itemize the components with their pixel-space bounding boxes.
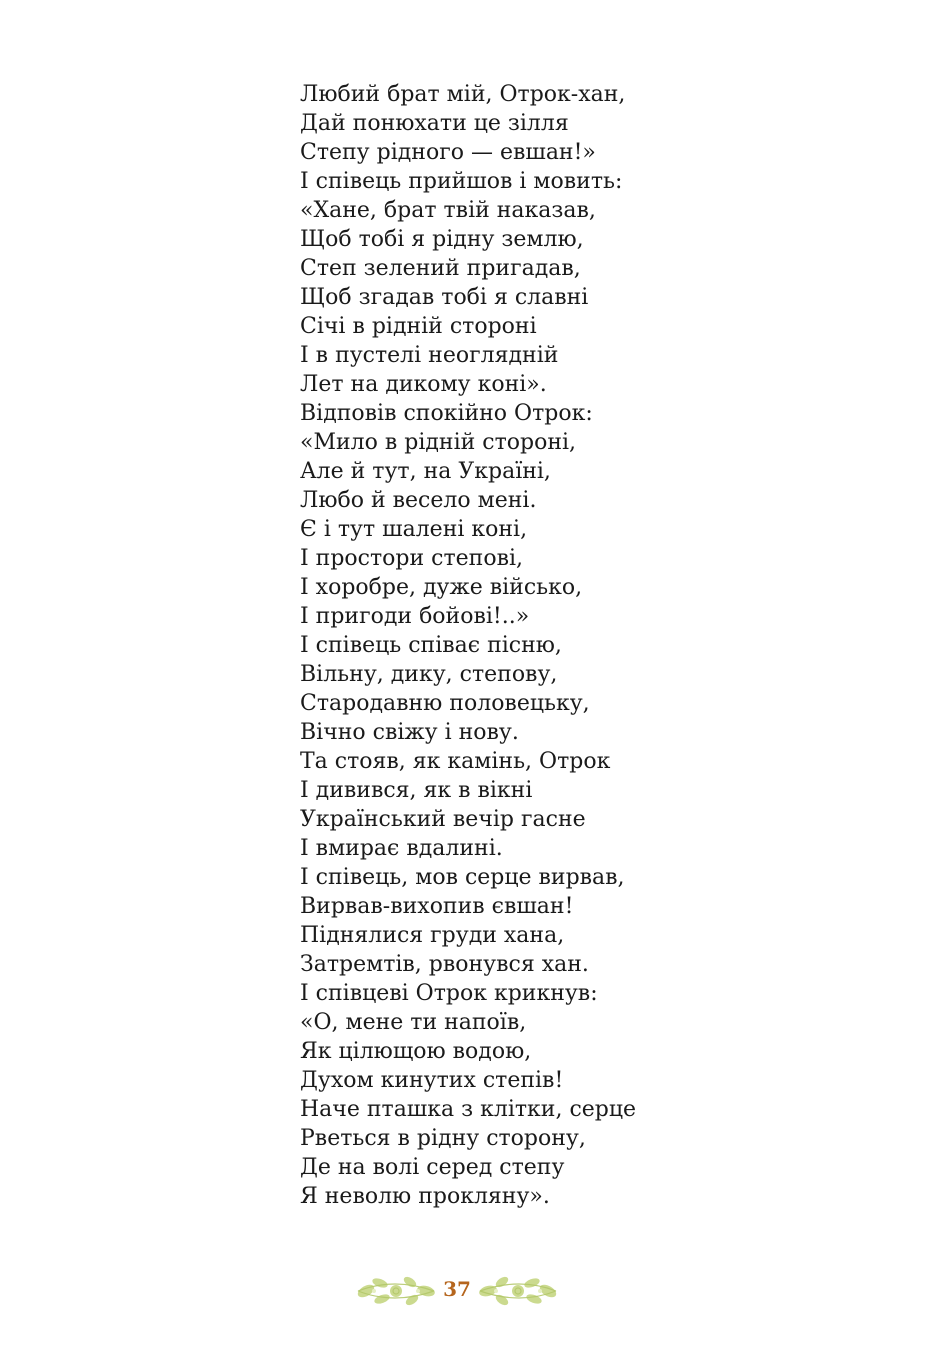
poem-line: «Хане, брат твій наказав, [300, 198, 596, 223]
poem-line: «Мило в рідній стороні, [300, 430, 577, 455]
poem-line: Любий брат мій, Отрок-хан, [300, 82, 626, 107]
poem-line: Рветься в рідну сторону, [300, 1126, 586, 1151]
poem-line: Вільну, дику, степову, [300, 662, 558, 687]
poem-line: І співець, мов серце вирвав, [300, 865, 625, 890]
poem-line: Дай понюхати це зілля [300, 111, 569, 136]
poem-line: Відповів спокійно Отрок: [300, 401, 593, 426]
poem-line: Духом кинутих степів! [300, 1068, 564, 1093]
poem-line: Вирвав-вихопив євшан! [300, 894, 574, 919]
poem-line: Як цілющою водою, [300, 1039, 532, 1064]
poem-text [300, 80, 636, 1211]
poem-line: Затремтів, рвонувся хан. [300, 952, 589, 977]
poem-line: Я неволю прокляну». [300, 1184, 550, 1209]
page-footer [354, 1271, 560, 1311]
poem-line: Є і тут шалені коні, [300, 517, 528, 542]
poem-line: Щоб згадав тобі я славні [300, 285, 589, 310]
poem-line: Український вечір гасне [300, 807, 586, 832]
poem-line: Наче пташка з клітки, серце [300, 1097, 637, 1122]
poem-line: Степ зелений пригадав, [300, 256, 581, 281]
poem-line: Вічно свіжу і нову. [300, 720, 519, 745]
poem-line: І в пустелі неоглядній [300, 343, 559, 368]
poem-line: Любо й весело мені. [300, 488, 537, 513]
poem-line: І співець прийшов і мовить: [300, 169, 623, 194]
poem-line: І хоробре, дуже військо, [300, 575, 583, 600]
poem-line: Лет на дикому коні». [300, 372, 547, 397]
poem-line: «О, мене ти напоїв, [300, 1010, 527, 1035]
poem-line: І дивився, як в вікні [300, 778, 533, 803]
poem-line: Де на волі серед степу [300, 1155, 565, 1180]
poem-line: І простори степові, [300, 546, 523, 571]
poem-line: І пригоди бойові!..» [300, 604, 530, 629]
poem-line: Степу рідного — евшан!» [300, 140, 596, 165]
poem-line: І співець співає пісню, [300, 633, 562, 658]
poem-line: Січі в рідній стороні [300, 314, 537, 339]
page-number: 37 [443, 1277, 471, 1301]
poem-line: І вмирає вдалині. [300, 836, 503, 861]
poem-line: Щоб тобі я рідну землю, [300, 227, 584, 252]
poem-line: Піднялися груди хана, [300, 923, 565, 948]
poem-line: Але й тут, на Україні, [300, 459, 551, 484]
poem-line: Та стояв, як камінь, Отрок [300, 749, 611, 774]
poem-line: Стародавню половецьку, [300, 691, 590, 716]
poem-line: І співцеві Отрок крикнув: [300, 981, 598, 1006]
